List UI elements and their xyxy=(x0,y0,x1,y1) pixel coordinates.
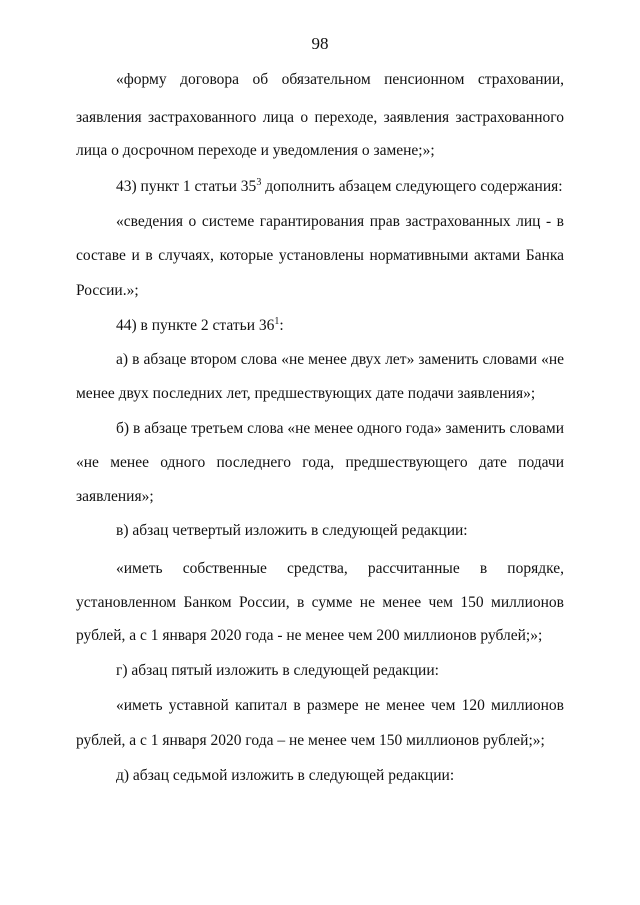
text-line: России.»; xyxy=(76,282,139,299)
text-line: рублей, а с 1 января 2020 года – не менее чем 150 миллионов рублей;»; xyxy=(76,732,545,749)
text-line: «не менее одного последнего года, предшествующего дате подачи xyxy=(76,454,564,471)
text-segment: 43) пункт 1 статьи 35 xyxy=(116,178,257,195)
text-segment: 44) в пункте 2 статьи 36 xyxy=(116,317,275,334)
text-line: лица о досрочном переходе и уведомления о замене;»; xyxy=(76,142,435,159)
text-line xyxy=(116,177,563,197)
text-line: г) абзац пятый изложить в следующей редакции: xyxy=(116,662,439,679)
text-line: «сведения о системе гарантирования прав застрахованных лиц - в xyxy=(116,213,564,230)
text-line: заявления застрахованного лица о переходе, заявления застрахованного xyxy=(76,109,564,126)
text-line: «форму договора об обязательном пенсионном страховании, xyxy=(116,71,564,88)
text-line: а) в абзаце втором слова «не менее двух лет» заменить словами «не xyxy=(116,351,564,368)
text-line: д) абзац седьмой изложить в следующей редакции: xyxy=(116,767,455,784)
page-number: 98 xyxy=(311,34,329,53)
text-line: заявления»; xyxy=(76,488,154,505)
text-segment: : xyxy=(279,317,284,334)
text-line xyxy=(116,316,284,336)
text-line: менее двух последних лет, предшествующих дате подачи заявления»; xyxy=(76,385,536,402)
text-line: «иметь уставной капитал в размере не менее чем 120 миллионов xyxy=(116,697,564,714)
text-line: установленном Банком России, в сумме не менее чем 150 миллионов xyxy=(76,594,564,611)
superscript: 1 xyxy=(274,315,280,327)
text-line: рублей, а с 1 января 2020 года - не менее чем 200 миллионов рублей;»; xyxy=(76,627,543,644)
text-line: в) абзац четвертый изложить в следующей редакции: xyxy=(116,522,468,539)
text-line: б) в абзаце третьем слова «не менее одного года» заменить словами xyxy=(116,420,564,437)
superscript: 3 xyxy=(256,176,262,188)
text-line: составе и в случаях, которые установлены нормативными актами Банка xyxy=(76,247,564,264)
text-line: «иметь собственные средства, рассчитанные в порядке, xyxy=(116,560,564,577)
text-segment: дополнить абзацем следующего содержания: xyxy=(261,178,563,195)
